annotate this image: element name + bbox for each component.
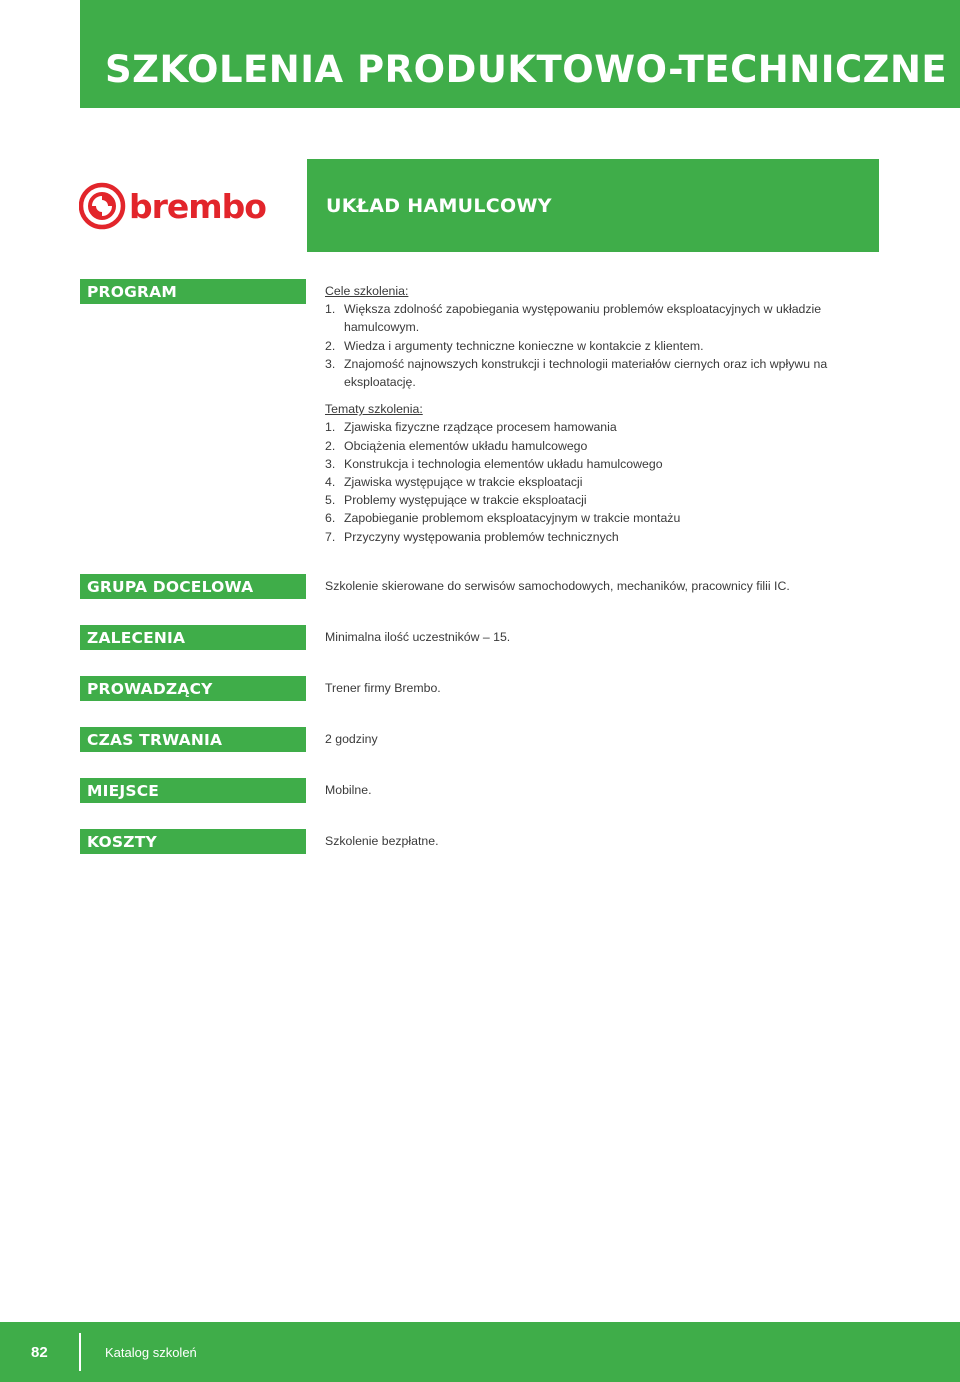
list-item: 2. Wiedza i argumenty techniczne konieczne w kontakcie z klientem. xyxy=(325,338,704,353)
recommendations-label: ZALECENIA xyxy=(80,625,306,650)
page-number: 82 xyxy=(31,1344,48,1361)
catalog-title: Katalog szkoleń xyxy=(105,1345,197,1360)
topics-heading: Tematy szkolenia: xyxy=(325,402,423,417)
course-title: UKŁAD HAMULCOWY xyxy=(326,195,552,217)
brembo-logo-icon xyxy=(79,180,269,232)
list-item: 4. Zjawiska występujące w trakcie eksploatacji xyxy=(325,475,583,490)
list-item: 3. Konstrukcja i technologia elementów układu hamulcowego xyxy=(325,456,663,471)
list-item: 3. Znajomość najnowszych konstrukcji i technologii materiałów ciernych oraz ich wpływu na eksploatację. xyxy=(325,356,828,390)
list-item: 7. Przyczyny występowania problemów technicznych xyxy=(325,529,619,544)
duration-label: CZAS TRWANIA xyxy=(80,727,306,752)
list-item: 1. Zjawiska fizyczne rządzące procesem hamowania xyxy=(325,420,617,435)
target-group-value: Szkolenie skierowane do serwisów samochodowych, mechaników, pracownicy filii IC. xyxy=(325,579,790,593)
program-label: PROGRAM xyxy=(80,279,306,304)
course-banner xyxy=(307,159,879,252)
topics-list xyxy=(325,418,865,545)
list-item: 2. Obciążenia elementów układu hamulcowego xyxy=(325,438,588,453)
target-group-label: GRUPA DOCELOWA xyxy=(80,574,306,599)
logo-wordmark: brembo xyxy=(129,187,266,226)
list-item: 5. Problemy występujące w trakcie eksploatacji xyxy=(325,493,587,508)
recommendations-value: Minimalna ilość uczestników – 15. xyxy=(325,630,511,644)
list-item: 1. Większa zdolność zapobiegania występowaniu problemów eksploatacyjnych w układzie hamulcowym. xyxy=(325,302,822,335)
location-value: Mobilne. xyxy=(325,783,372,797)
location-label: MIEJSCE xyxy=(80,778,306,803)
program-content xyxy=(325,282,865,546)
duration-value: 2 godziny xyxy=(325,732,378,746)
header-banner xyxy=(80,0,960,108)
trainer-label: PROWADZĄCY xyxy=(80,676,306,701)
page-title: SZKOLENIA PRODUKTOWO-TECHNICZNE xyxy=(105,48,948,91)
brembo-logo xyxy=(79,180,269,232)
costs-label: KOSZTY xyxy=(80,829,306,854)
list-item: 6. Zapobieganie problemom eksploatacyjnym w trakcie montażu xyxy=(325,511,681,526)
trainer-value: Trener firmy Brembo. xyxy=(325,681,441,695)
goals-list xyxy=(325,300,865,391)
costs-value: Szkolenie bezpłatne. xyxy=(325,834,439,848)
page-footer xyxy=(0,1322,960,1382)
footer-divider xyxy=(79,1333,81,1371)
goals-heading: Cele szkolenia: xyxy=(325,284,409,298)
